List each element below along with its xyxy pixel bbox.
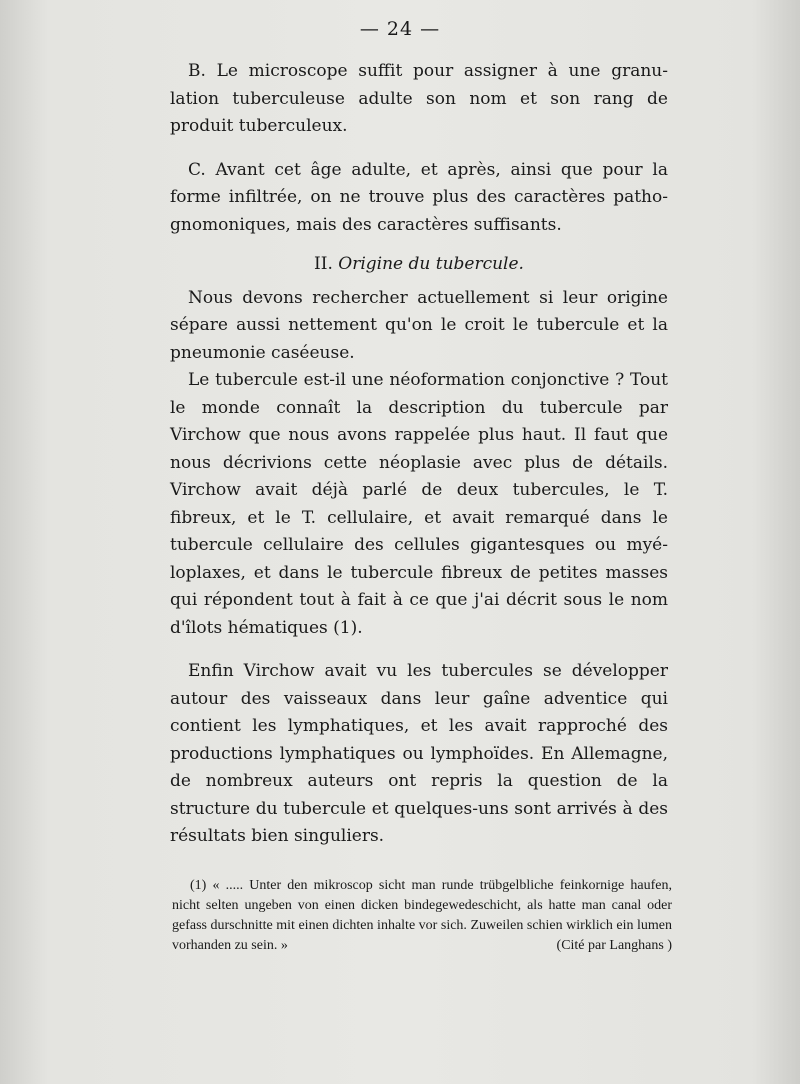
section-number: II.	[314, 254, 333, 274]
paragraph-c: C. Avant cet âge adulte, et après, ainsi que pour la forme infiltrée, on ne trouve plus des caractères pathognomoniques, mais des caractères suffisants.	[170, 159, 668, 235]
footnote	[172, 876, 672, 956]
footnote-citation: (Cité par Langhans )	[556, 938, 672, 953]
paragraph-origin-intro: Nous devons rechercher actuellement si leur origine sépare aussi nettement qu'on le croit le tubercule et la pneumonie caséeuse.	[170, 287, 668, 363]
paragraph-b: B. Le microscope suffit pour assigner à une granulation tuberculeuse adulte son nom et son rang de produit tuberculeux.	[170, 61, 668, 136]
section-heading	[170, 251, 668, 279]
paragraph-neoformation: Le tubercule est-il une néoformation conjonctive ? Tout le monde connaît la description du tubercule par Virchow que nous avons rappelée plus haut. Il faut que nous décrivions cette néoplasie avec plus de détails. Virchow avait déjà parlé de deux tubercules, le T. fibreux, et le T. cellulaire, et avait remarqué dans le tubercule cellulaire des cellules gigantesques ou myéloplaxes, et dans le tubercule fibreux de petites masses qui répondent tout à fait à ce que j'ai décrit sous le nom d'îlots hématiques (1).	[170, 370, 668, 638]
body-text	[170, 58, 668, 851]
section-title: Origine du tubercule.	[338, 254, 524, 274]
paragraph-virchow: Enfin Virchow avait vu les tubercules se développer autour des vaisseaux dans leur gaîne adventice qui contient les lymphatiques, et les avait rapproché des productions lymphatiques ou lymphoïdes. En Allemagne, de nombreux auteurs ont repris la question de la structure du tubercule et quelques-uns sont arrivés à des résultats bien singuliers.	[170, 661, 668, 846]
footnote-block	[172, 876, 672, 956]
footnote-text: (1) « ..... Unter den mikroscop sicht man runde trübgelbliche feinkornige haufen, nicht selten ungeben von einen dicken bindegewedeschicht, als hatte man canal oder gefass durschnitte mit einen dichten inhalte vor sich. Zuweilen schien wirklich ein lumen vorhanden zu sein. »	[172, 878, 672, 953]
page-number: — 24 —	[359, 18, 441, 40]
